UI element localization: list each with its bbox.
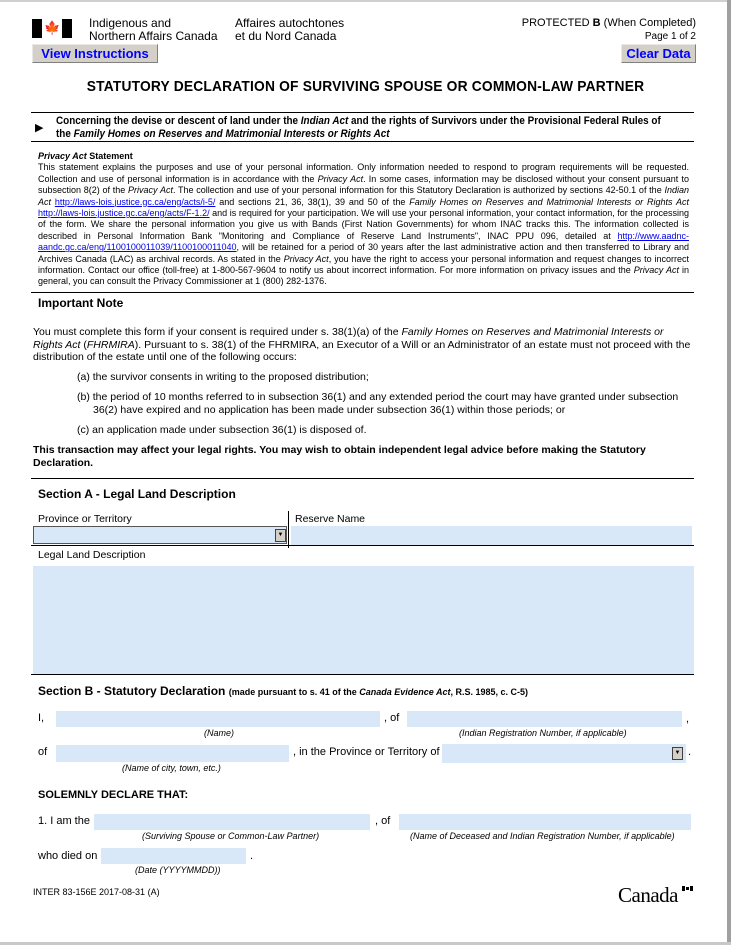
indian-registration-number-input[interactable] <box>407 711 682 727</box>
of-label-3: , of <box>375 815 391 827</box>
canada-flag-icon: 🍁 <box>32 19 72 38</box>
personal-info-bank-link[interactable]: http://www.aadnc-aandc.gc.ca/eng/1100100011039/1100100011040 <box>38 230 689 253</box>
name-caption: (Name) <box>204 728 235 738</box>
province-dropdown-b[interactable] <box>442 744 686 763</box>
privacy-body: This statement explains the purposes and use of your personal information. Only information needed to respond to program requirements will be requested. Collection and use of personal information is in accordance with the Privacy Act. In some cases, information may be disclosed without your consent pursuant to subsection 8(2) of the Privacy Act. The collection and use of your personal information for this Statutory Declaration is authorized by sections 42-50.1 of the Indian Act http://laws-lois.justice.gc.ca/eng/acts/i-5/ and sections 21, 36, 38(1), 39 and 50 of the Family Homes on Reserves and Matrimonial Interests or Rights Act http://laws-lois.justice.gc.ca/eng/acts/F-1.2/ and is required for your participation. We will use your personal information, your contact information, for the processing of the form. We share the personal information you give us with Bands (First Nation Governments) for whom INAC tracks this. The information collected is described in Personal Information Bank "Monitoring and Compliance of Reserve Land Instruments", INAC PPU 096, detailed at http://www.aadnc-aandc.gc.ca/eng/1100100011039/1100100011040, will be retained for a period of 30 years after the last administrative action and then transferred to Library and Archives Canada (LAC) as archival records. As stated in the Privacy Act, you have the right to access your personal information and request changes to incorrect information. Contact our office (toll-free) at 1-800-567-9604 to notify us about incorrect information. For more information on privacy issues and the Privacy Act in general, you can consult the Privacy Commissioner at 1 (800) 282-1376. <box>38 162 689 287</box>
dept-en-line1: Indigenous and <box>89 16 172 30</box>
surviving-spouse-input[interactable] <box>94 814 370 830</box>
divider <box>31 545 694 546</box>
privacy-statement <box>38 151 689 288</box>
divider <box>31 292 694 293</box>
chevron-down-icon[interactable]: ▼ <box>672 747 683 760</box>
dept-en-line2: Northern Affairs Canada <box>89 29 218 43</box>
period: . <box>688 746 692 758</box>
i-label: I, <box>38 712 45 724</box>
department-name-en <box>89 17 218 43</box>
i-am-the-label: 1. I am the <box>38 815 90 827</box>
dept-fr-line2: et du Nord Canada <box>235 29 337 43</box>
indian-registration-caption: (Indian Registration Number, if applicable) <box>459 728 627 738</box>
chevron-down-icon[interactable]: ▼ <box>275 529 286 542</box>
section-b-heading: Section B - Statutory Declaration (made pursuant to s. 41 of the Canada Evidence Act, R.S. 1985, c. C-5) <box>38 684 528 698</box>
date-of-death-input[interactable] <box>101 848 246 864</box>
privacy-heading: Privacy Act Statement <box>38 151 133 161</box>
right-triangle-icon: ▶ <box>35 122 44 134</box>
legal-land-description-textarea[interactable] <box>33 566 694 674</box>
form-identifier: INTER 83-156E 2017-08-31 (A) <box>33 887 160 897</box>
condition-b: (b) the period of 10 months referred to in subsection 36(1) and any extended period the court may have granted under subsection 36(2) have expired and no application has been made under subsection 36(1) within those periods; or <box>77 391 679 416</box>
reserve-name-input[interactable] <box>291 526 692 545</box>
comma: , <box>686 713 690 725</box>
condition-c: (c) an application made under subsection 36(1) is disposed of. <box>77 424 367 436</box>
period-2: . <box>250 850 254 862</box>
divider <box>31 478 694 479</box>
reserve-name-label: Reserve Name <box>295 513 366 525</box>
who-died-on-label: who died on <box>38 850 98 862</box>
divider <box>31 141 694 142</box>
legal-land-description-label: Legal Land Description <box>38 549 146 561</box>
page-title: STATUTORY DECLARATION OF SURVIVING SPOUSE OR COMMON-LAW PARTNER <box>86 78 645 95</box>
important-note-heading: Important Note <box>38 296 124 310</box>
of-label-2: of <box>38 746 48 758</box>
canada-wordmark: Canada <box>618 883 678 907</box>
legal-advice-warning: This transaction may affect your legal rights. You may wish to obtain independent legal advice before making the Statutory Declaration. <box>33 444 646 469</box>
divider <box>31 112 694 113</box>
dept-fr-line1: Affaires autochtones <box>235 16 345 30</box>
section-a-heading: Section A - Legal Land Description <box>38 487 236 501</box>
protected-label: PROTECTED B (When Completed) <box>521 17 696 29</box>
solemnly-declare-heading: SOLEMNLY DECLARE THAT: <box>38 789 189 801</box>
condition-a: (a) the survivor consents in writing to the proposed distribution; <box>77 371 369 383</box>
important-note-paragraph: You must complete this form if your consent is required under s. 38(1)(a) of the Family Homes on Reserves and Matrimonial Interests or Rights Act (FHRMIRA). Pursuant to s. 38(1) of the FHRMIRA, an Executor of a Will or an Administrator of an estate must not proceed with the distribution of the estate until one of the following occurs: <box>33 326 691 363</box>
concerning-statement: Concerning the devise or descent of land under the Indian Act and the rights of Survivors under the Provisional Federal Rules of the Family Homes on Reserves and Matrimonial Interests or Rights Act <box>56 115 661 140</box>
spouse-caption: (Surviving Spouse or Common-Law Partner) <box>142 831 320 841</box>
province-of-label: , in the Province or Territory of <box>293 746 440 758</box>
section-b-subtitle: (made pursuant to s. 41 of the Canada Evidence Act, R.S. 1985, c. C-5) <box>228 687 528 697</box>
divider <box>31 674 694 675</box>
province-dropdown[interactable] <box>33 526 287 544</box>
deceased-caption: (Name of Deceased and Indian Registration Number, if applicable) <box>410 831 675 841</box>
province-label: Province or Territory <box>38 513 132 525</box>
indian-act-link[interactable]: http://laws-lois.justice.gc.ca/eng/acts/i-5/ <box>54 196 216 207</box>
city-input[interactable] <box>56 745 289 762</box>
clear-data-button[interactable]: Clear Data <box>621 44 696 63</box>
page-number: Page 1 of 2 <box>644 31 696 42</box>
date-caption: (Date (YYYYMMDD)) <box>135 865 221 875</box>
deceased-name-input[interactable] <box>399 814 691 830</box>
view-instructions-button[interactable]: View Instructions <box>32 44 158 63</box>
department-name-fr <box>235 17 344 43</box>
vertical-scrollbar[interactable] <box>727 0 731 945</box>
of-label: , of <box>384 712 400 724</box>
fhrmira-link[interactable]: http://laws-lois.justice.gc.ca/eng/acts/F-1.2/ <box>38 208 210 219</box>
name-input[interactable] <box>56 711 380 727</box>
window-top-border <box>0 0 731 2</box>
divider <box>288 511 289 548</box>
city-caption: (Name of city, town, etc.) <box>122 763 221 773</box>
wordmark-flag-icon <box>682 886 693 891</box>
